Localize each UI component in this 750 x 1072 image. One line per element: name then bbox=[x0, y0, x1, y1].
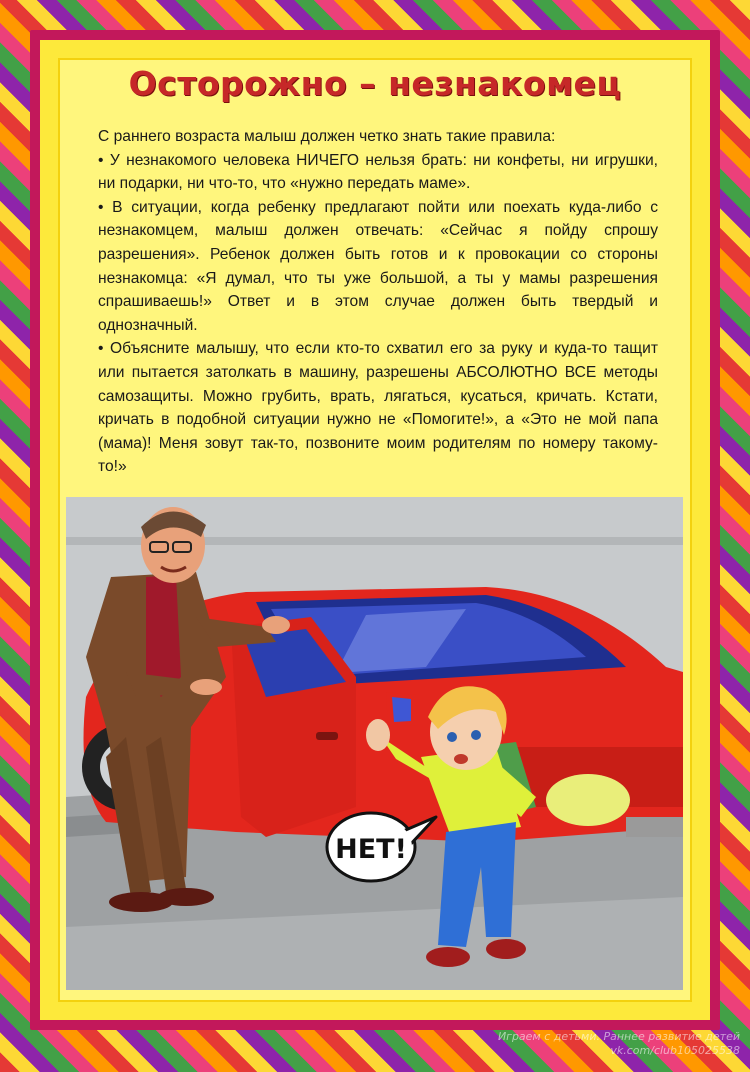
body-text bbox=[98, 125, 658, 479]
paragraph-rule-1: • У незнакомого человека НИЧЕГО нельзя брать: ни конфеты, ни игрушки, ни подарки, ни что-то, что «нужно передать маме». bbox=[98, 151, 658, 193]
paragraph-rule-2: • В ситуации, когда ребенку предлагают пойти или поехать куда-либо с незнакомцем, малыш должен отвечать: «Сейчас я пойду спрошу разрешения». Ребенок должен быть готов и к провокации со стороны незнакомца: «Я думал, что ты уже большой, а ты у мамы разрешения спрашиваешь!» Ответ и в этом случае должен быть твердый и однозначный. bbox=[98, 198, 658, 334]
headlight bbox=[546, 774, 630, 826]
paragraph-rule-3: • Объясните малышу, что если кто-то схватил его за руку и куда-то тащит или пытается затолкать в машину, разрешены АБСОЛЮТНО ВСЕ методы самозащиты. Можно грубить, врать, лягаться, кусаться, кричать. Кстати, кричать в подобной ситуации нужно не «Помогите!», а «Это не мой папа (мама)! Меня зовут так-то, позвоните моим родителям по номеру такому-то!» bbox=[98, 340, 658, 476]
illustration bbox=[66, 497, 683, 990]
watermark-line-2: vk.com/club105025538 bbox=[610, 1044, 740, 1057]
speech-bubble-text: НЕТ! bbox=[335, 834, 407, 865]
page-title: Осторожно – незнакомец bbox=[128, 64, 622, 103]
watermark-line-1: Играем с детьми. Раннее развитие детей bbox=[497, 1030, 740, 1043]
watermark bbox=[498, 1030, 740, 1058]
paragraph-intro: С раннего возраста малыш должен четко знать такие правила: bbox=[98, 128, 556, 145]
